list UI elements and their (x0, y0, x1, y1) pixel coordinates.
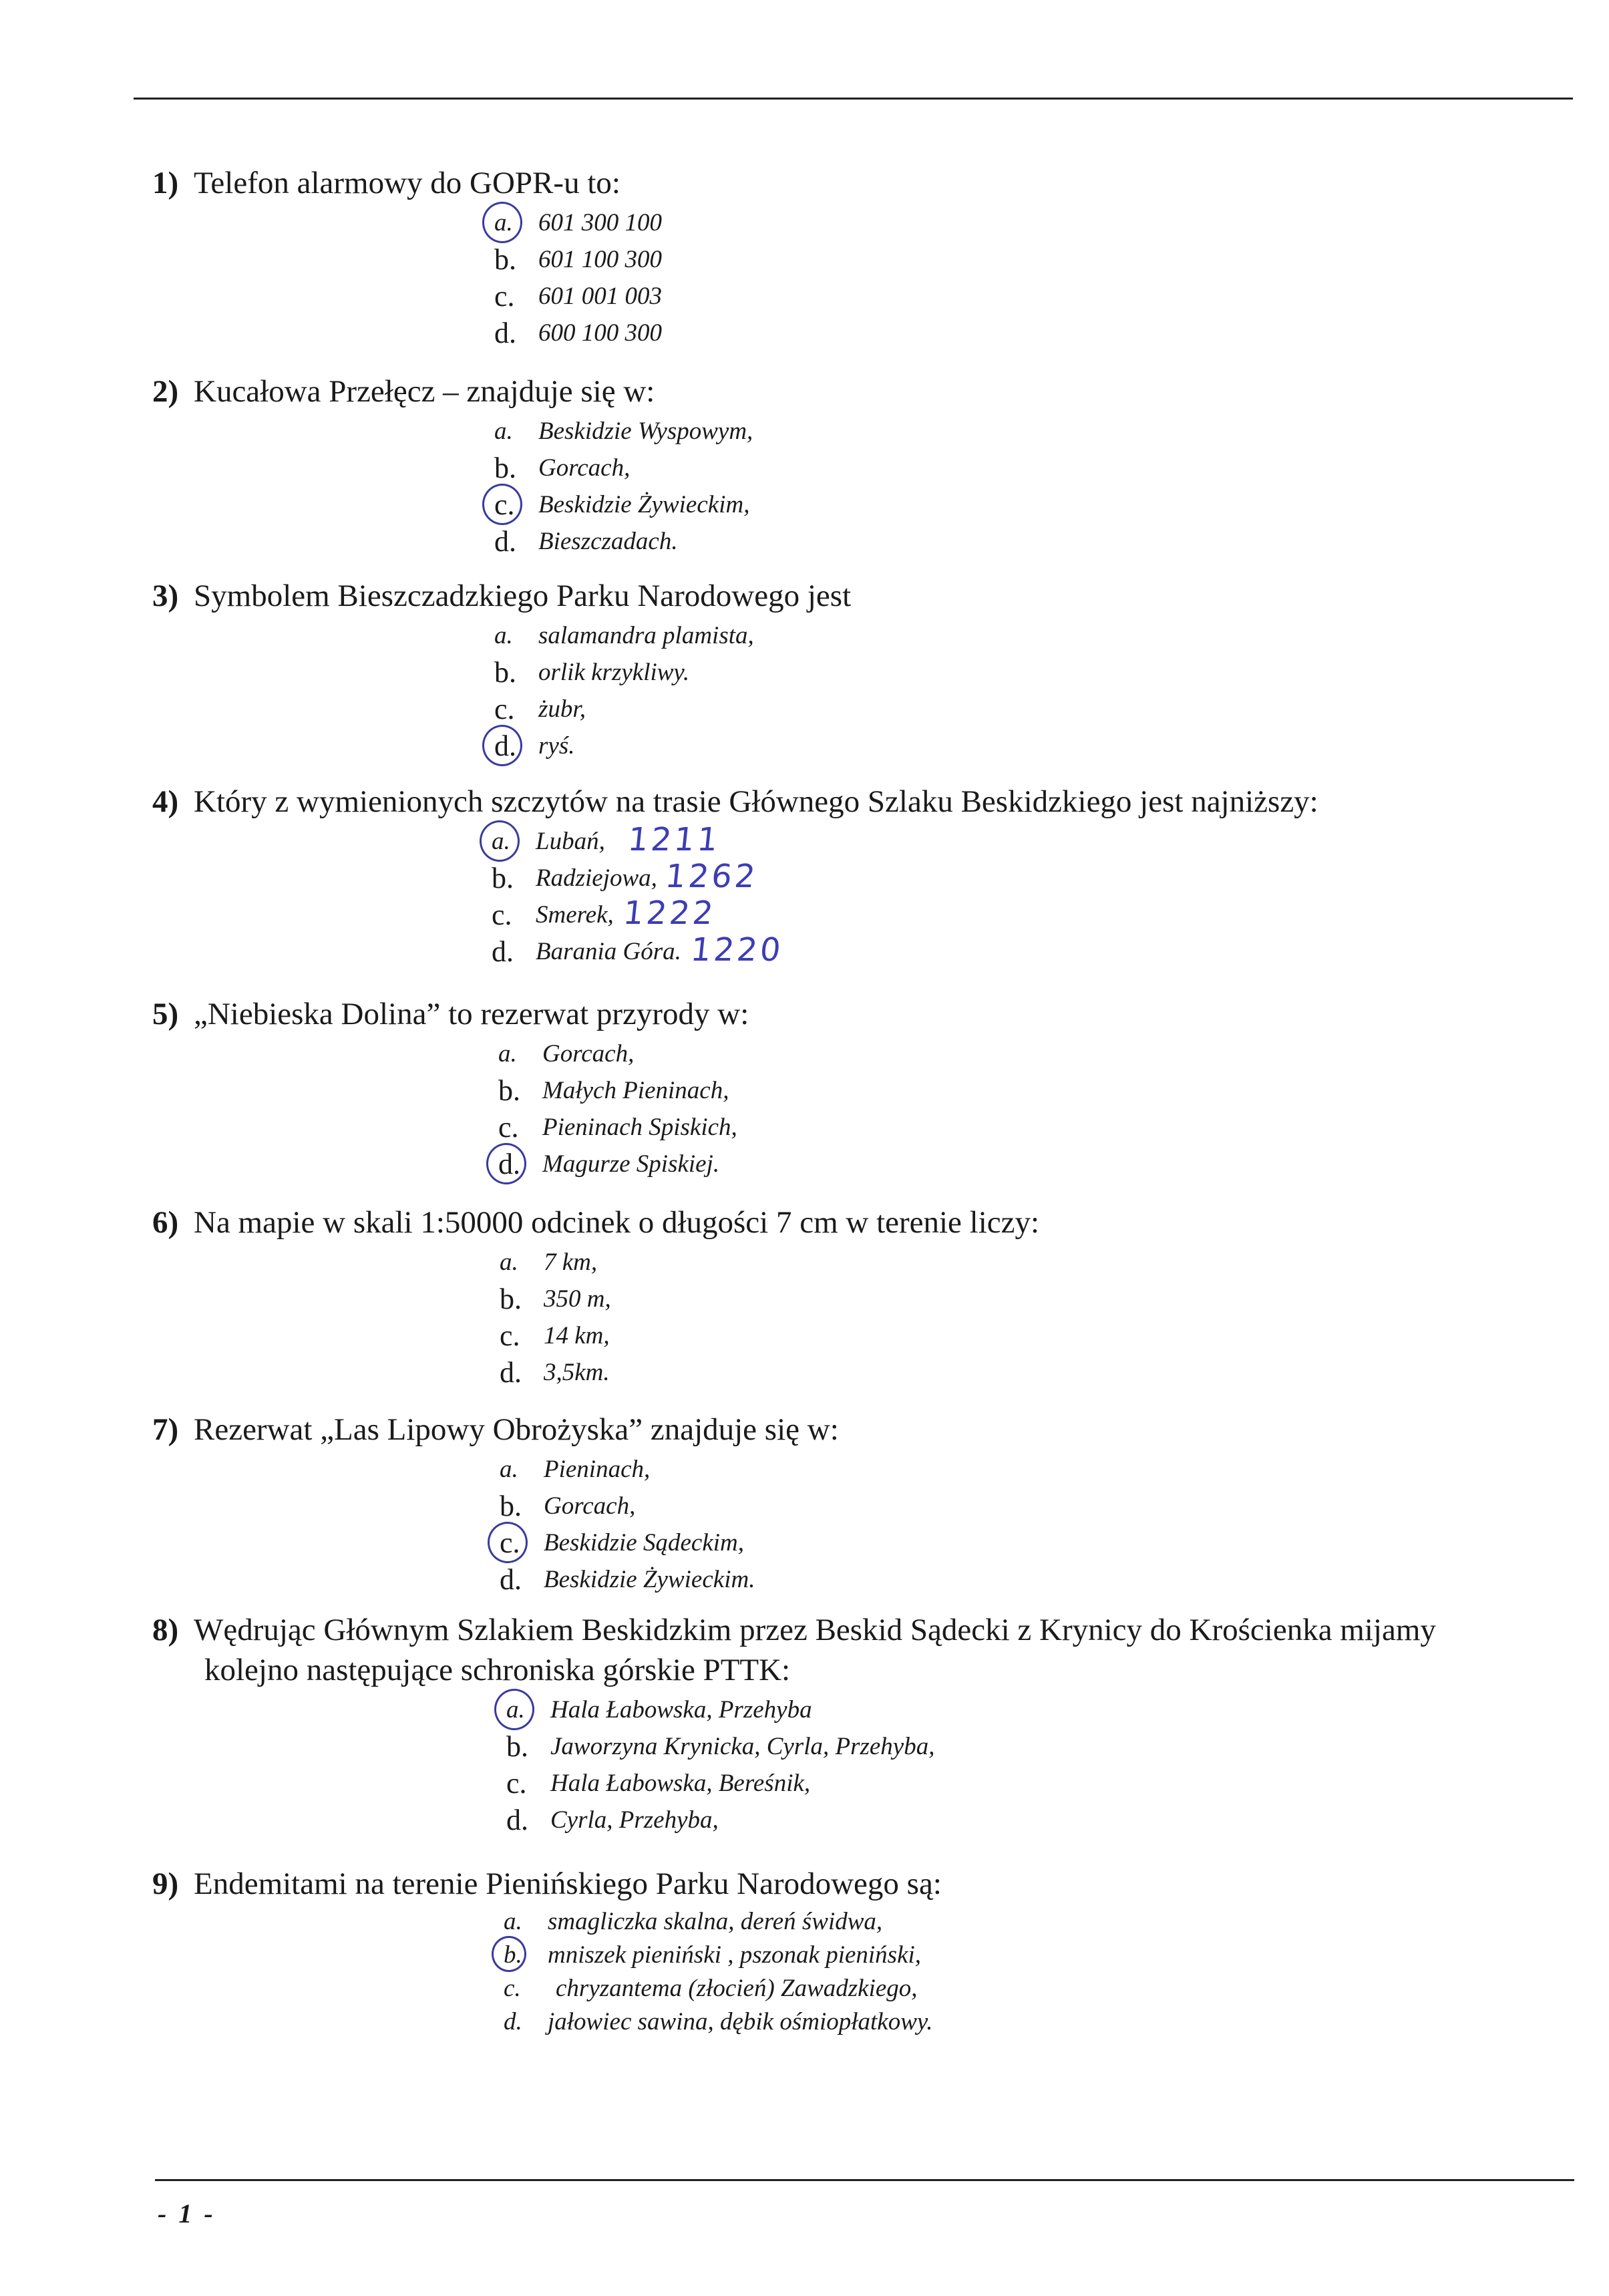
option-text: smagliczka skalna, dereń świdwa, (548, 1908, 883, 1935)
question-text: Który z wymienionych szczytów na trasie Głównego Szlaku Beskidzkiego jest najniższy: (194, 784, 1318, 819)
option-text: Pieninach Spiskich, (542, 1114, 737, 1141)
option-letter: b. (504, 1941, 522, 1969)
question-8 (152, 1610, 1436, 1838)
option-b[interactable] (494, 654, 851, 691)
option-d[interactable] (500, 1354, 1039, 1391)
option-text: Lubań, (536, 828, 605, 855)
option-text: 600 100 300 (538, 319, 662, 347)
option-text: 601 001 003 (538, 283, 662, 310)
option-text: chryzantema (złocień) Zawadzkiego, (556, 1975, 918, 2002)
option-text: Cyrla, Przehyba, (550, 1806, 719, 1834)
option-c[interactable] (498, 1109, 749, 1146)
option-text: ryś. (538, 732, 575, 760)
option-text: Pieninach, (544, 1456, 651, 1483)
option-c[interactable] (494, 691, 851, 727)
option-letter: d. (498, 1148, 520, 1180)
option-text: Barania Góra. (536, 938, 681, 965)
footer-rule (155, 2179, 1574, 2181)
option-letter: a. (492, 828, 510, 855)
option-text: Beskidzie Żywieckim. (544, 1566, 755, 1593)
option-text: mniszek pieniński , pszonak pieniński, (548, 1941, 922, 1969)
option-text: Bieszczadach. (538, 528, 678, 555)
option-letter: b. (498, 1074, 520, 1107)
question-9 (152, 1864, 942, 2039)
option-a[interactable] (506, 1691, 1436, 1728)
option-b[interactable] (504, 1939, 942, 1972)
option-letter: b. (500, 1283, 522, 1315)
option-d[interactable] (494, 315, 662, 351)
page-number: - 1 - (158, 2198, 216, 2229)
option-text: Gorcach, (538, 454, 631, 482)
option-text: żubr, (538, 695, 586, 723)
question-text: Symbolem Bieszczadzkiego Parku Narodowego jest (194, 579, 852, 613)
option-d[interactable] (494, 523, 753, 560)
option-letter: c. (500, 1319, 520, 1352)
handwritten-note: 1211 (626, 821, 723, 858)
question-5 (152, 994, 749, 1182)
option-text: Małych Pieninach, (542, 1077, 729, 1104)
question-2 (152, 371, 753, 560)
option-d[interactable] (504, 2005, 942, 2039)
option-b[interactable] (500, 1281, 1039, 1317)
option-text: Hala Łabowska, Bereśnik, (550, 1770, 811, 1797)
question-3 (152, 576, 851, 764)
option-letter: d. (506, 1804, 528, 1836)
option-letter: a. (494, 209, 513, 236)
option-text: Smerek, (536, 901, 614, 929)
option-text: Beskidzie Sądeckim, (544, 1529, 744, 1556)
option-a[interactable] (494, 413, 753, 450)
question-number: 8) (152, 1613, 179, 1647)
option-a[interactable] (504, 1905, 942, 1939)
option-letter: d. (492, 935, 514, 968)
option-letter: c. (494, 693, 515, 725)
option-b[interactable] (500, 1488, 839, 1524)
question-number: 1) (152, 166, 179, 200)
option-letter: a. (504, 1908, 522, 1935)
option-letter: d. (494, 729, 516, 762)
handwritten-note: 1222 (621, 894, 718, 932)
option-letter: c. (506, 1767, 527, 1800)
option-c[interactable] (500, 1524, 839, 1561)
option-c[interactable] (494, 278, 662, 315)
option-c[interactable] (506, 1765, 1436, 1802)
question-text: Endemitami na terenie Pienińskiego Parku Narodowego są: (194, 1866, 942, 1901)
question-text: Rezerwat „Las Lipowy Obrożyska” znajduje się w: (194, 1412, 839, 1447)
option-text: 7 km, (544, 1249, 598, 1276)
option-b[interactable] (492, 860, 1318, 896)
option-c[interactable] (500, 1317, 1039, 1354)
option-text: 14 km, (544, 1322, 610, 1349)
option-b[interactable] (498, 1072, 749, 1109)
option-c[interactable] (492, 896, 1318, 933)
option-b[interactable] (506, 1728, 1436, 1765)
option-letter: c. (494, 280, 515, 313)
option-letter: a. (500, 1456, 518, 1483)
handwritten-note: 1262 (663, 858, 760, 895)
question-7 (152, 1410, 839, 1598)
question-text: Na mapie w skali 1:50000 odcinek o długości 7 cm w terenie liczy: (194, 1205, 1040, 1240)
option-d[interactable] (506, 1802, 1436, 1838)
option-letter: c. (504, 1975, 521, 2002)
option-d[interactable] (494, 727, 851, 764)
question-4 (152, 782, 1318, 970)
option-text: salamandra plamista, (538, 622, 754, 649)
option-c[interactable] (494, 486, 753, 523)
option-letter: c. (498, 1111, 519, 1144)
option-text: Gorcach, (542, 1040, 635, 1068)
option-letter: b. (500, 1490, 522, 1522)
option-a[interactable] (498, 1035, 749, 1072)
option-text: 601 300 100 (538, 209, 662, 236)
question-number: 6) (152, 1205, 179, 1240)
question-6 (152, 1202, 1039, 1391)
handwritten-note: 1220 (689, 931, 785, 969)
option-letter: d. (500, 1563, 522, 1596)
option-letter: b. (494, 656, 516, 689)
option-letter: b. (494, 243, 516, 276)
option-d[interactable] (498, 1146, 749, 1182)
option-text: Magurze Spiskiej. (542, 1150, 720, 1178)
option-letter: b. (494, 452, 516, 484)
option-a[interactable] (500, 1244, 1039, 1281)
option-letter: d. (494, 317, 516, 349)
option-letter: c. (500, 1526, 520, 1559)
question-number: 4) (152, 784, 179, 819)
question-text: Wędrując Głównym Szlakiem Beskidzkim przez Beskid Sądecki z Krynicy do Krościenka mijamy (194, 1613, 1436, 1647)
question-1 (152, 163, 662, 351)
option-a[interactable] (500, 1451, 839, 1488)
option-letter: a. (506, 1696, 525, 1724)
option-c[interactable] (504, 1972, 942, 2005)
option-text: Beskidzie Wyspowym, (538, 418, 753, 445)
question-text-continued: kolejno następujące schroniska górskie PTTK: (204, 1653, 791, 1687)
option-text: Jaworzyna Krynicka, Cyrla, Przehyba, (550, 1733, 935, 1760)
option-letter: a. (494, 418, 513, 445)
option-b[interactable] (494, 241, 662, 278)
option-letter: b. (492, 862, 514, 894)
question-text: Kucałowa Przełęcz – znajduje się w: (194, 374, 655, 409)
option-letter: a. (498, 1040, 517, 1068)
option-text: Gorcach, (544, 1492, 636, 1520)
option-text: Radziejowa, (536, 864, 657, 892)
option-a[interactable] (494, 617, 851, 654)
option-letter: a. (494, 622, 513, 649)
option-a[interactable] (492, 823, 1318, 860)
option-letter: a. (500, 1249, 518, 1276)
option-a[interactable] (494, 204, 662, 241)
question-text: „Niebieska Dolina” to rezerwat przyrody w: (194, 997, 749, 1031)
option-d[interactable] (492, 933, 1318, 970)
option-text: Beskidzie Żywieckim, (538, 491, 750, 518)
option-text: 601 100 300 (538, 246, 662, 273)
option-text: 3,5km. (544, 1359, 610, 1386)
option-text: 350 m, (544, 1285, 611, 1313)
option-letter: d. (500, 1356, 522, 1389)
option-letter: c. (494, 488, 515, 521)
option-text: jałowiec sawina, dębik ośmiopłatkowy. (548, 2008, 933, 2035)
question-text: Telefon alarmowy do GOPR-u to: (194, 166, 620, 200)
option-letter: b. (506, 1730, 528, 1763)
question-number: 3) (152, 579, 179, 613)
option-letter: c. (492, 898, 512, 931)
question-number: 9) (152, 1866, 179, 1901)
option-b[interactable] (494, 450, 753, 486)
option-d[interactable] (500, 1561, 839, 1598)
header-rule (134, 98, 1573, 100)
question-number: 7) (152, 1412, 179, 1447)
option-text: Hala Łabowska, Przehyba (550, 1696, 812, 1724)
option-letter: d. (504, 2008, 522, 2035)
question-number: 5) (152, 997, 179, 1031)
option-letter: d. (494, 525, 516, 558)
question-number: 2) (152, 374, 179, 409)
option-text: orlik krzykliwy. (538, 659, 690, 686)
